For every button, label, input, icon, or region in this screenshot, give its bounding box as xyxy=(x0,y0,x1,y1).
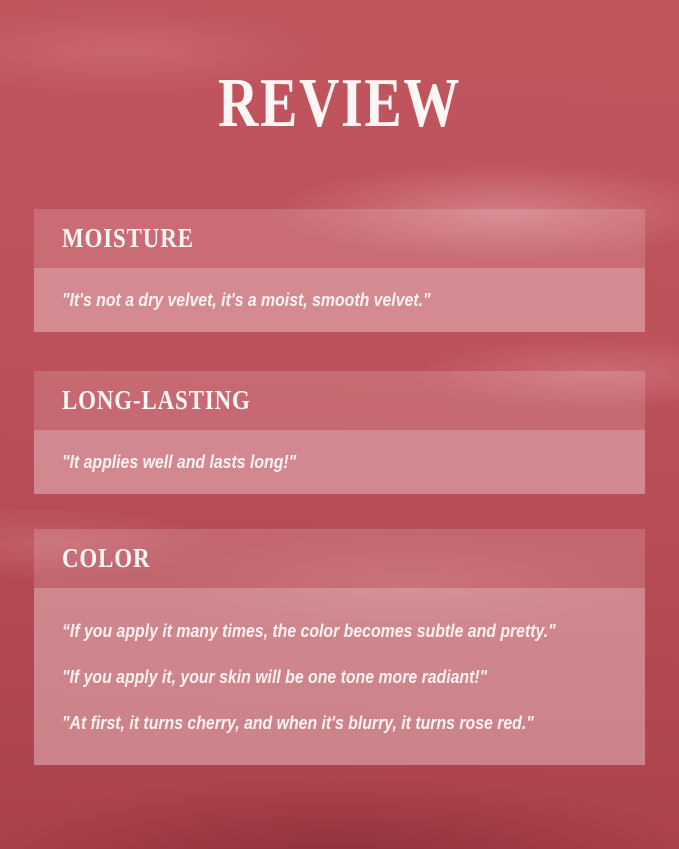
review-quote: "It applies well and lasts long!" xyxy=(62,452,297,472)
moisture-heading: MOISTURE xyxy=(62,223,194,253)
review-sections xyxy=(34,209,645,765)
moisture-quote-band xyxy=(34,268,645,332)
section-moisture xyxy=(34,209,645,332)
review-quote: “If you apply it many times, the color becomes subtle and pretty." xyxy=(62,620,556,641)
page-title: REVIEW xyxy=(218,65,461,142)
moisture-heading-band xyxy=(34,209,645,268)
section-long-lasting xyxy=(34,371,645,494)
color-quote-band xyxy=(34,588,645,765)
review-quote: "It's not a dry velvet, it's a moist, smooth velvet." xyxy=(62,290,431,310)
long-lasting-heading-band xyxy=(34,371,645,430)
long-lasting-quote-band xyxy=(34,430,645,494)
color-heading: COLOR xyxy=(62,543,151,573)
review-quote: "At first, it turns cherry, and when it's blurry, it turns rose red." xyxy=(62,712,534,733)
color-heading-band xyxy=(34,529,645,588)
long-lasting-heading: LONG-LASTING xyxy=(62,385,251,415)
section-color xyxy=(34,529,645,765)
review-quote: "If you apply it, your skin will be one tone more radiant!" xyxy=(62,666,488,687)
